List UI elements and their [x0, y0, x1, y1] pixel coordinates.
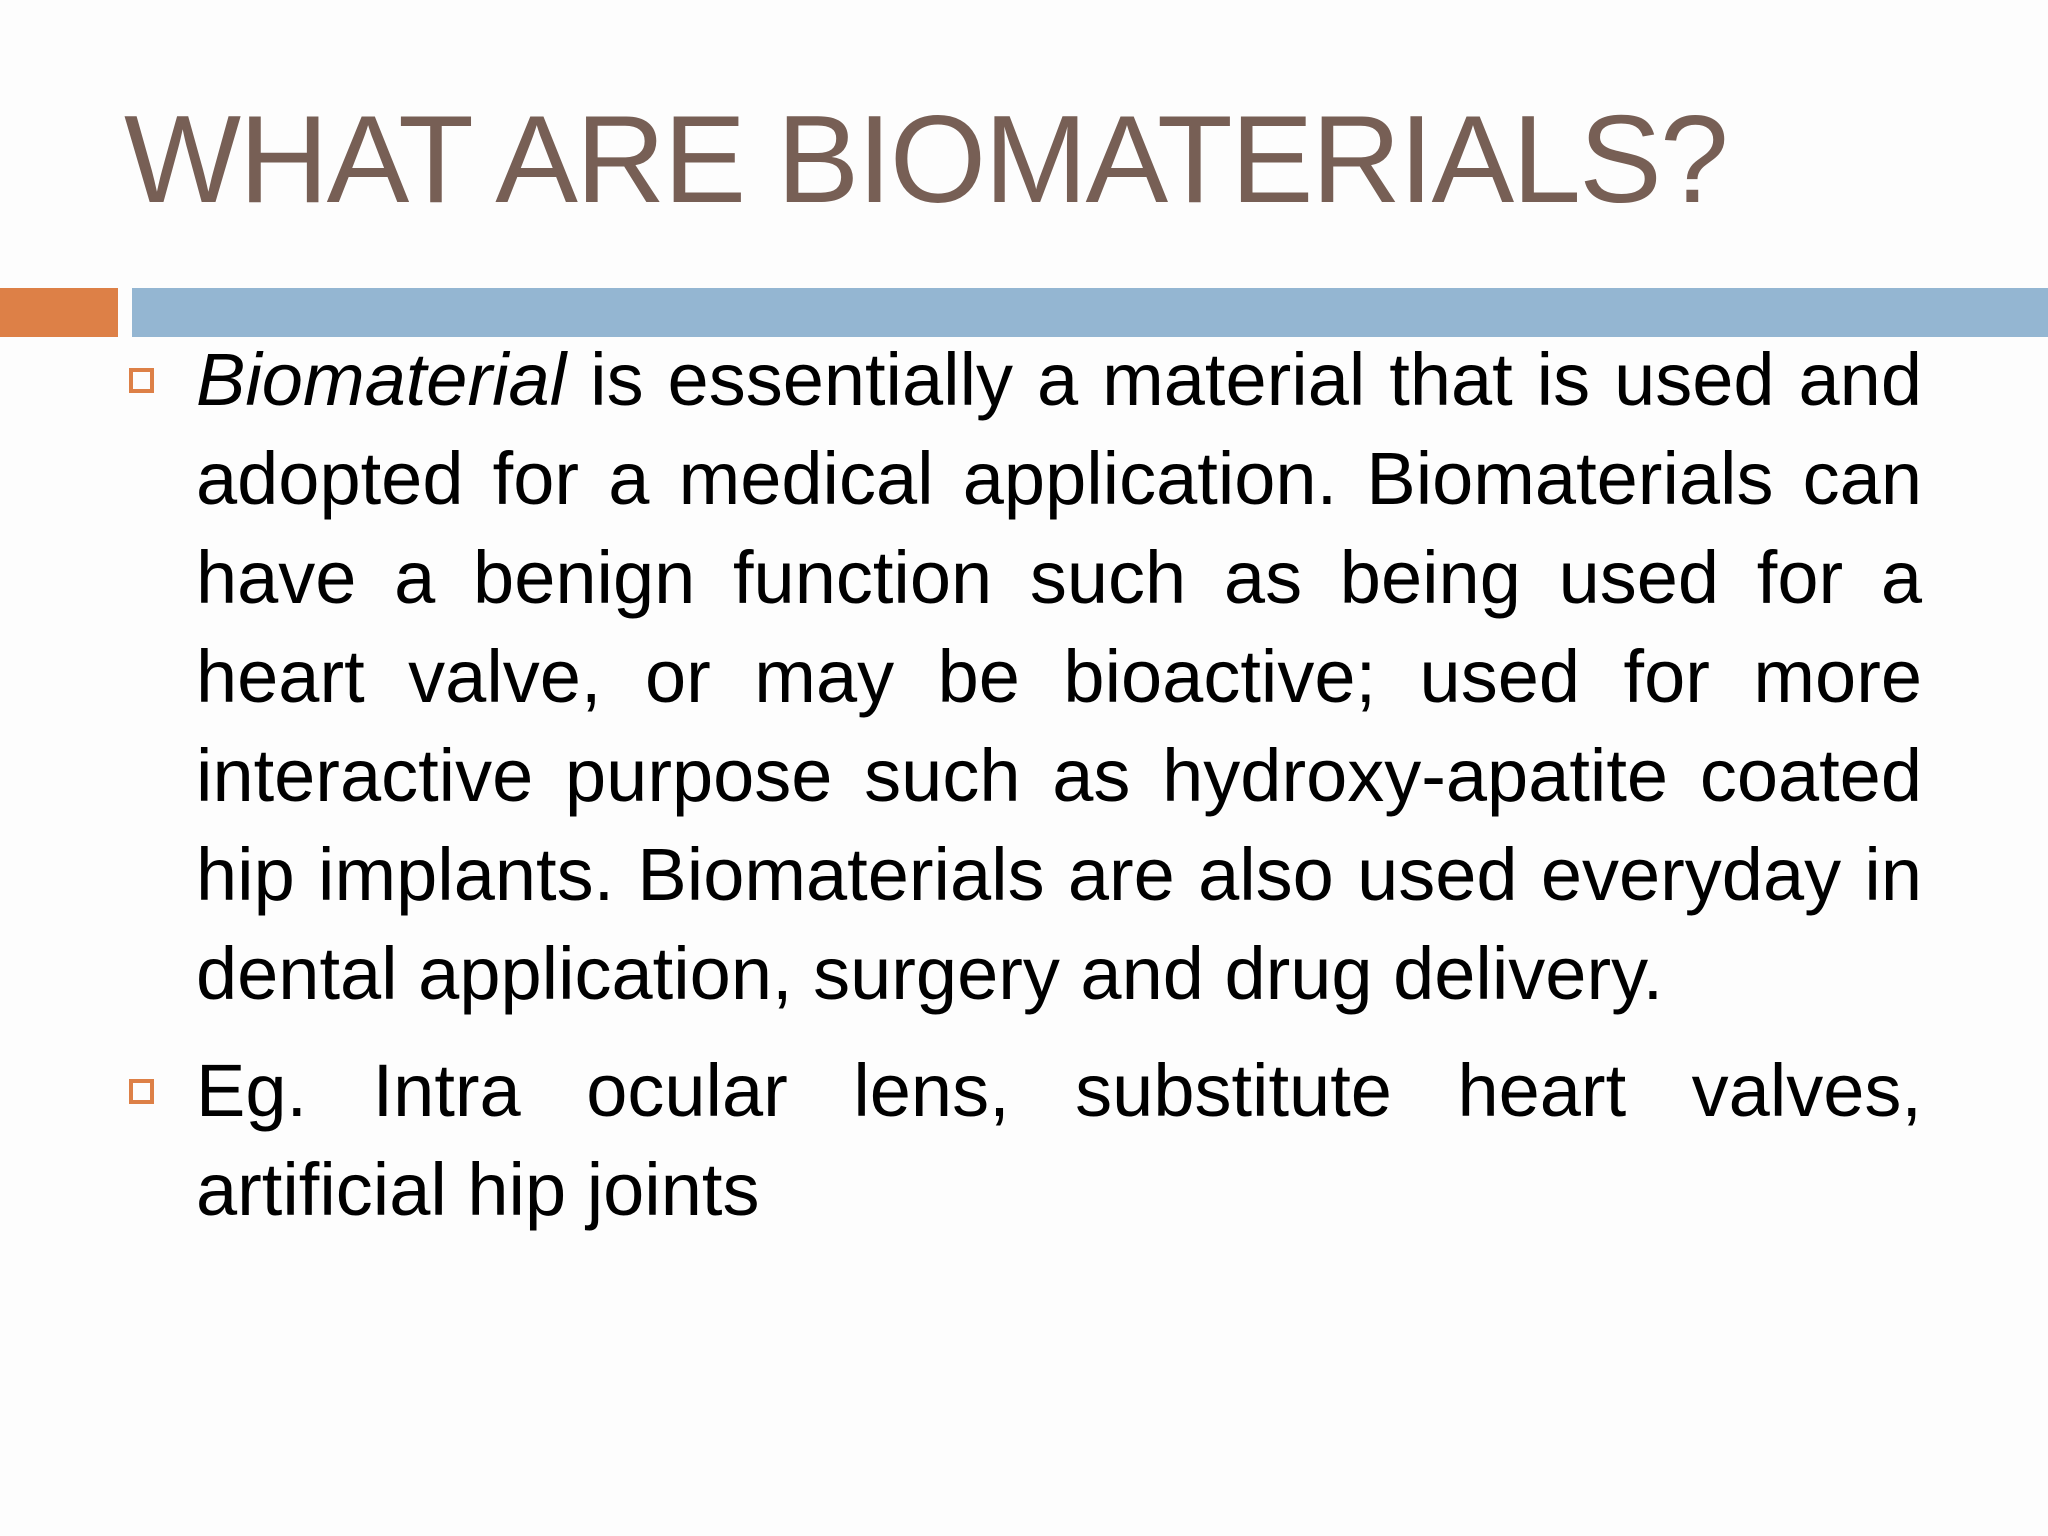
bullet-lead-term: Biomaterial [196, 338, 567, 421]
slide-body [196, 330, 1922, 1239]
accent-bar-orange [0, 288, 118, 337]
bullet-item [196, 1041, 1922, 1239]
bullet-square-icon [129, 368, 154, 393]
bullet-square-icon [129, 1079, 154, 1104]
bullet-text: Eg. Intra ocular lens, substitute heart valves, artificial hip joints [196, 1049, 1922, 1231]
bullet-text: is essentially a material that is used and adopted for a medical application. Biomaterials can have a benign function such as being used for a heart valve, or may be bioactive; used for more interactive purpose such as hydroxy-apatite coated hip implants. Biomaterials are also used everyday in dental application, surgery and drug delivery. [196, 338, 1922, 1015]
bullet-item [196, 330, 1922, 1023]
slide-title: WHAT ARE BIOMATERIALS? [124, 91, 1727, 229]
